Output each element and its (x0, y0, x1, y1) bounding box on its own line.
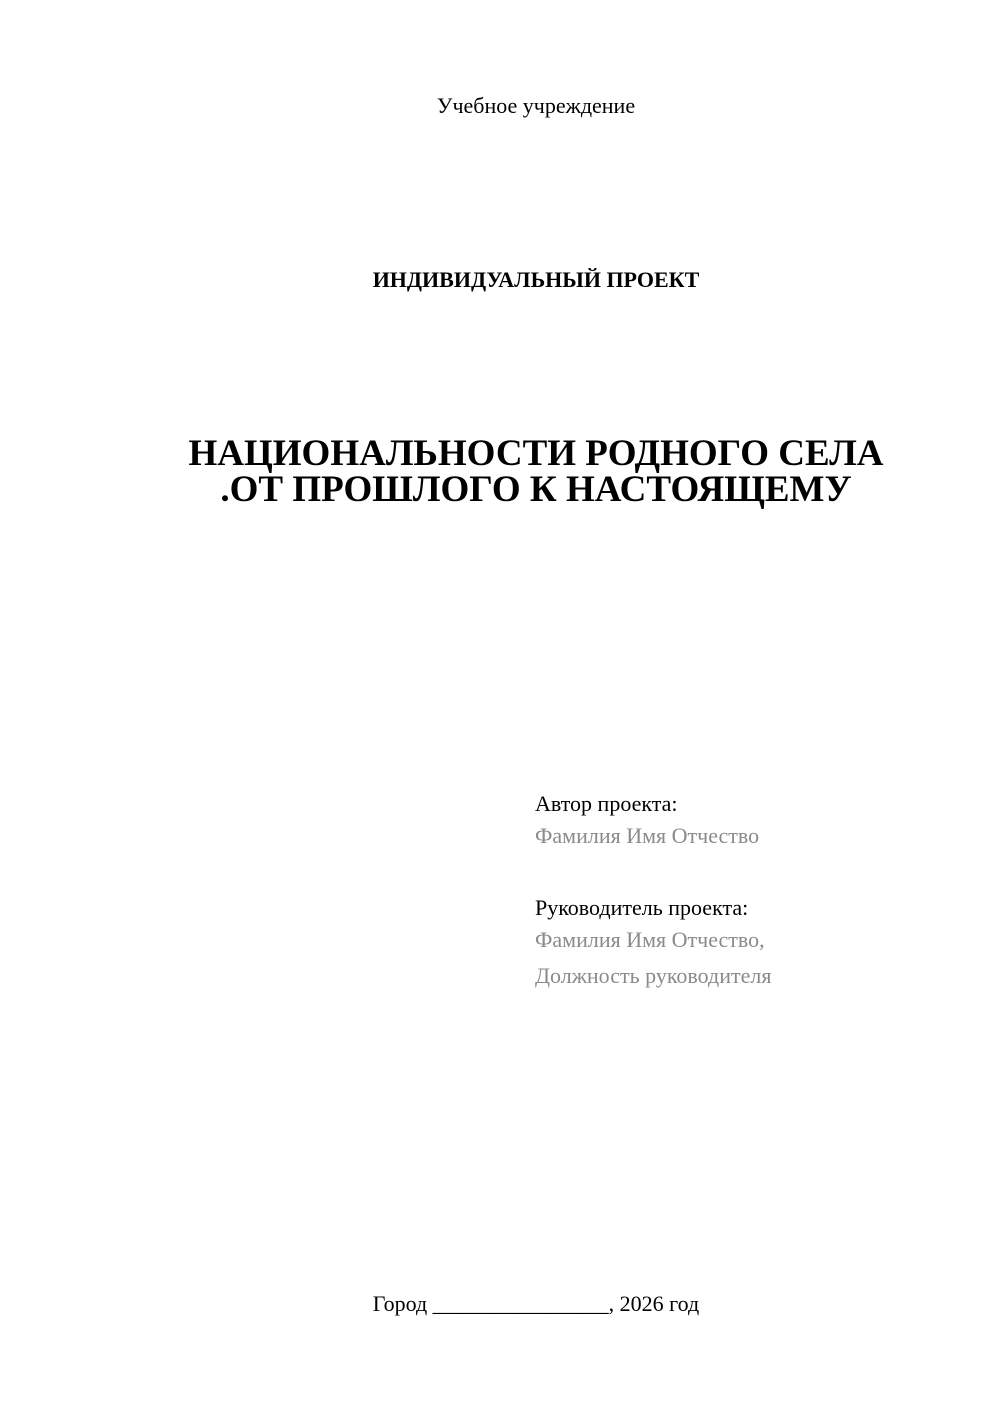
project-title-line-1: НАЦИОНАЛЬНОСТИ РОДНОГО СЕЛА (188, 433, 884, 474)
institution-name: Учебное учреждение (436, 93, 636, 118)
supervisor-position: Должность руководителя (535, 963, 772, 988)
author-name: Фамилия Имя Отчество (535, 823, 760, 848)
author-label: Автор проекта: (535, 791, 678, 816)
project-type-heading: ИНДИВИДУАЛЬНЫЙ ПРОЕКТ (372, 267, 700, 292)
project-credits (535, 788, 975, 992)
supervisor-name: Фамилия Имя Отчество, (535, 927, 765, 952)
supervisor-label: Руководитель проекта: (535, 895, 749, 920)
project-title-line-2: .ОТ ПРОШЛОГО К НАСТОЯЩЕМУ (220, 469, 852, 510)
city-year-footer: Город ________________, 2026 год (372, 1291, 700, 1316)
project-title (0, 433, 1000, 510)
